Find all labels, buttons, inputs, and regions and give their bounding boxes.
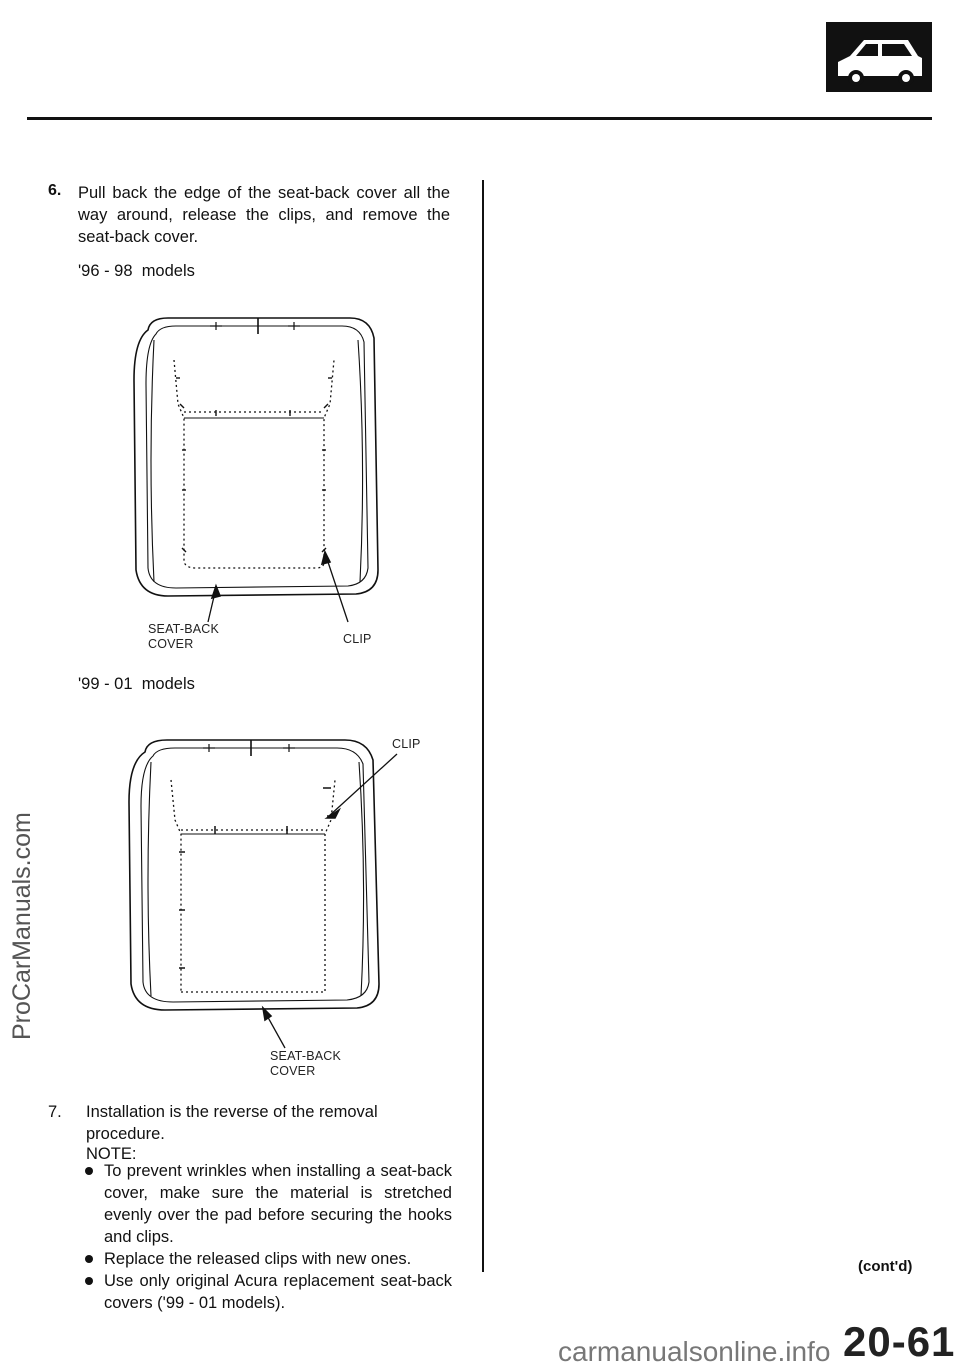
step-7-text: Installation is the reverse of the removal procedure.: [86, 1103, 378, 1143]
note-item: Use only original Acura replacement seat-back covers ('99 - 01 models).: [104, 1270, 452, 1314]
note-heading: NOTE:: [86, 1145, 137, 1163]
figure-1-caption: '96 - 98 models: [78, 262, 195, 280]
car-icon: [826, 22, 932, 92]
figure-2-label-clip: CLIP: [392, 737, 421, 751]
note-item: Replace the released clips with new ones.: [104, 1248, 452, 1270]
note-item: To prevent wrinkles when installing a seat-back cover, make sure the material is stretched evenly over the pad before securing the hooks and clips.: [104, 1160, 452, 1248]
column-divider: [482, 180, 484, 1272]
step-7-number: 7.: [48, 1103, 62, 1121]
bullet-icon: [85, 1167, 93, 1175]
bullet-icon: [85, 1277, 93, 1285]
step-6-text: Pull back the edge of the seat-back cover all the way around, release the clips, and remove the seat-back cover.: [78, 184, 450, 246]
page-number: 20-61: [843, 1318, 956, 1365]
side-watermark: ProCarManuals.com: [8, 812, 36, 1040]
figure-1-label-clip: CLIP: [343, 632, 372, 646]
step-6-number: 6.: [48, 182, 62, 199]
footer-site-url: carmanualsonline.info: [558, 1336, 831, 1367]
continued-label: (cont'd): [858, 1258, 913, 1275]
figure-2-caption: '99 - 01 models: [78, 675, 195, 693]
bullet-icon: [85, 1255, 93, 1263]
note-list: [104, 1160, 452, 1314]
figure-1-label-seat-back-cover: SEAT-BACK COVER: [148, 622, 220, 651]
seat-back-diagram-99-01: [115, 720, 435, 1050]
figure-2-label-seat-back-cover: SEAT-BACK COVER: [270, 1049, 342, 1078]
header-rule: [27, 117, 932, 120]
seat-back-diagram-96-98: [120, 300, 400, 630]
